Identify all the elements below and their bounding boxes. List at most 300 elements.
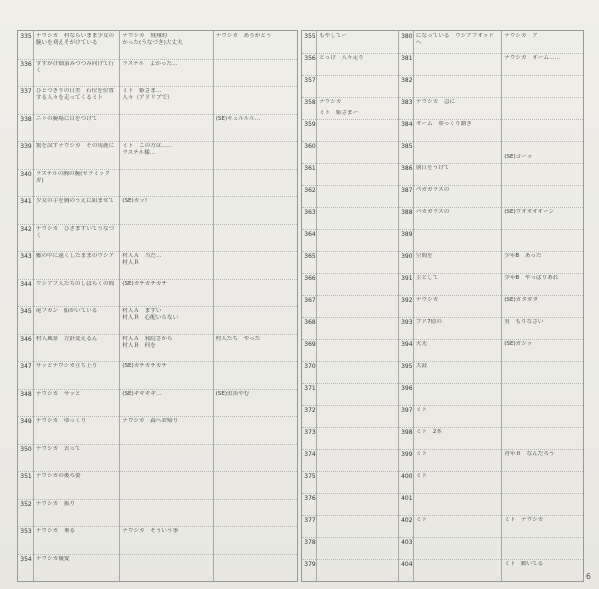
- row-divider: [414, 471, 501, 472]
- cue-number: 339: [20, 143, 32, 150]
- row-divider: [399, 251, 413, 252]
- row-divider: [18, 499, 33, 500]
- row-divider: [214, 306, 297, 307]
- row-divider: [502, 119, 583, 120]
- cue-number: 378: [304, 539, 316, 546]
- script-cell: になっている ウシアブオッドへ: [415, 33, 494, 47]
- row-divider: [502, 383, 583, 384]
- script-cell: [504, 187, 581, 207]
- row-divider: [34, 306, 119, 307]
- script-cell: [216, 418, 295, 444]
- row-divider: [399, 361, 413, 362]
- row-divider: [414, 163, 501, 164]
- dialogue-column-left: [120, 31, 213, 581]
- script-cell-extra: (SE)ゴーッ: [504, 154, 533, 160]
- script-cell: [319, 209, 396, 229]
- script-cell: [504, 495, 581, 515]
- script-cell: [319, 451, 396, 471]
- cue-number: 347: [20, 363, 32, 370]
- row-divider: [502, 559, 583, 560]
- cue-number-column-right: [399, 31, 414, 581]
- row-divider: [414, 185, 501, 186]
- row-divider: [502, 53, 583, 54]
- script-cell: [122, 473, 210, 499]
- row-divider: [214, 279, 297, 280]
- row-divider: [34, 444, 119, 445]
- row-divider: [214, 86, 297, 87]
- row-divider: [502, 471, 583, 472]
- script-cell: 火光: [415, 341, 428, 347]
- script-cell: [319, 77, 396, 97]
- cue-number: 379: [304, 561, 316, 568]
- script-cell: 村人たち やった: [215, 335, 261, 342]
- cue-number: 388: [401, 209, 413, 216]
- cue-number: 335: [20, 33, 32, 40]
- row-divider: [18, 59, 33, 60]
- script-cell: [319, 385, 396, 405]
- cue-number: 381: [401, 55, 413, 62]
- script-cell: [319, 473, 396, 493]
- row-divider: [34, 471, 119, 472]
- script-cell: 村人Ａ 当だ… 村人Ｂ: [122, 253, 162, 267]
- script-cell: ナウシカ 飛翔的 かった(うなづき)大丈夫: [122, 33, 183, 47]
- script-cell: [416, 143, 499, 163]
- cue-number: 355: [304, 33, 316, 40]
- script-cell: ミト: [415, 451, 428, 457]
- script-cell: (SE)カチカチカチ: [122, 280, 168, 287]
- cue-number: 356: [304, 55, 316, 62]
- row-divider: [302, 185, 316, 186]
- row-divider: [18, 554, 33, 555]
- script-cell: 村人風景 方針変えるん: [35, 335, 98, 342]
- script-table-right: [301, 30, 584, 582]
- row-divider: [34, 279, 119, 280]
- script-cell: [319, 319, 396, 339]
- script-cell: 大鼓: [415, 363, 428, 369]
- row-divider: [414, 449, 501, 450]
- script-cell: [319, 297, 396, 317]
- cue-number: 352: [20, 500, 32, 508]
- row-divider: [34, 526, 119, 527]
- script-cell: 驚を試すナウシカ その馬鹿に: [35, 143, 115, 149]
- row-divider: [120, 224, 212, 225]
- script-cell: ラステル よかった…: [122, 60, 178, 67]
- script-cell: ナウシカ: [415, 297, 439, 303]
- script-cell: [216, 556, 295, 582]
- row-divider: [120, 389, 212, 390]
- row-divider: [120, 499, 212, 500]
- script-cell: [319, 517, 396, 537]
- row-divider: [34, 361, 119, 362]
- row-divider: [502, 361, 583, 362]
- cue-number: 389: [401, 231, 413, 238]
- row-divider: [34, 389, 119, 390]
- script-cell: [122, 556, 210, 582]
- row-divider: [414, 493, 501, 494]
- cue-number: 337: [20, 88, 32, 95]
- dialogue-column-right: [502, 31, 583, 581]
- script-cell: [216, 446, 295, 472]
- row-divider: [317, 515, 398, 516]
- row-divider: [18, 361, 33, 362]
- script-cell: ナウシカ サッと: [35, 390, 81, 397]
- script-cell: ナウシカ オーム……: [504, 55, 561, 61]
- row-divider: [502, 97, 583, 98]
- script-cell: [504, 165, 581, 185]
- row-divider: [399, 537, 413, 538]
- cue-number: 340: [20, 170, 32, 178]
- cue-number: 367: [304, 297, 316, 304]
- row-divider: [214, 499, 297, 500]
- row-divider: [414, 405, 501, 406]
- row-divider: [34, 334, 119, 335]
- row-divider: [18, 306, 33, 307]
- row-divider: [399, 449, 413, 450]
- row-divider: [317, 361, 398, 362]
- row-divider: [214, 169, 297, 170]
- row-divider: [302, 449, 316, 450]
- row-divider: [18, 141, 33, 142]
- row-divider: [502, 515, 583, 516]
- row-divider: [214, 141, 297, 142]
- script-cell: すすがけ畑頂みつつみ向けて行く: [35, 60, 115, 74]
- row-divider: [399, 339, 413, 340]
- cue-number: 338: [20, 115, 32, 123]
- row-divider: [399, 207, 413, 208]
- row-divider: [414, 361, 501, 362]
- row-divider: [34, 86, 119, 87]
- row-divider: [502, 75, 583, 76]
- cue-number: 370: [304, 363, 316, 370]
- row-divider: [18, 169, 33, 170]
- cue-number: 351: [20, 473, 32, 480]
- script-cell: [504, 407, 581, 427]
- cue-number: 372: [304, 407, 316, 414]
- cue-number: 394: [401, 341, 413, 348]
- row-divider: [399, 273, 413, 274]
- script-cell: ミト この方は…… ラステル様…: [122, 143, 173, 157]
- script-cell: 少年B あった: [504, 253, 542, 259]
- row-divider: [317, 427, 398, 428]
- row-divider: [18, 224, 33, 225]
- script-table-left: [17, 30, 298, 582]
- row-divider: [502, 449, 583, 450]
- row-divider: [399, 229, 413, 230]
- row-divider: [18, 251, 33, 252]
- script-cell: (SE)カチカチカチ: [122, 363, 168, 369]
- cue-number-column-left: [18, 31, 34, 581]
- row-divider: [302, 273, 316, 274]
- cue-number: 402: [401, 517, 413, 524]
- cue-number: 363: [304, 209, 316, 216]
- row-divider: [120, 306, 212, 307]
- cue-number: 358: [304, 99, 316, 106]
- cue-number: 342: [20, 225, 32, 233]
- script-cell: [319, 121, 396, 141]
- script-cell: [504, 539, 581, 559]
- script-cell: 空間を: [415, 253, 433, 259]
- row-divider: [214, 526, 297, 527]
- row-divider: [399, 515, 413, 516]
- row-divider: [317, 207, 398, 208]
- cue-number: 359: [304, 121, 316, 128]
- row-divider: [302, 229, 316, 230]
- script-cell: ナウシカ ひざまずいてうなづく: [35, 225, 115, 239]
- row-divider: [414, 537, 501, 538]
- row-divider: [302, 119, 316, 120]
- cue-number: 392: [401, 297, 413, 304]
- row-divider: [120, 196, 212, 197]
- row-divider: [317, 185, 398, 186]
- cue-number: 397: [401, 407, 413, 414]
- row-divider: [302, 295, 316, 296]
- script-cell: [319, 253, 396, 273]
- music-column-left: [214, 31, 297, 581]
- row-divider: [502, 537, 583, 538]
- script-cell: [416, 495, 499, 515]
- script-cell: もやしてー: [319, 33, 348, 39]
- row-divider: [414, 251, 501, 252]
- picture-column-left: [34, 31, 120, 581]
- script-cell: ミト 姫さま… 人々（アドリブで）: [122, 88, 173, 102]
- cue-number: 365: [304, 253, 316, 260]
- row-divider: [120, 361, 212, 362]
- row-divider: [317, 295, 398, 296]
- script-cell: [504, 77, 581, 97]
- script-cell: (SE)ウオオオオーン: [504, 209, 555, 215]
- script-cell: 少年B やっぱりあれ: [504, 275, 559, 281]
- row-divider: [399, 559, 413, 560]
- row-divider: [18, 416, 33, 417]
- script-cell: [416, 561, 499, 581]
- script-cell: [319, 407, 396, 427]
- script-cell: [122, 226, 210, 252]
- cue-number: 400: [401, 473, 413, 480]
- row-divider: [120, 251, 212, 252]
- script-cell: ペガガラスの: [415, 187, 450, 193]
- row-divider: [214, 444, 297, 445]
- row-divider: [414, 207, 501, 208]
- row-divider: [302, 97, 316, 98]
- row-divider: [399, 295, 413, 296]
- picture-column-middle: [317, 31, 399, 581]
- script-cell: [216, 473, 295, 499]
- row-divider: [502, 493, 583, 494]
- row-divider: [399, 405, 413, 406]
- cue-number: 350: [20, 445, 32, 453]
- cue-number: 374: [304, 451, 316, 458]
- script-cell: 村人Ａ まずい 村人Ｂ 心配いらない: [122, 308, 179, 322]
- script-cell: [319, 187, 396, 207]
- script-cell: ナウシカ 森へお帰り: [122, 418, 179, 424]
- row-divider: [214, 389, 297, 390]
- script-cell: [216, 61, 295, 87]
- script-cell: ひとつきりの日差 石位を位置する人々を走ってくるミト: [35, 88, 115, 102]
- cue-number: 391: [401, 275, 413, 282]
- script-cell: ナウシカ: [319, 99, 342, 105]
- script-cell: [216, 143, 295, 169]
- row-divider: [317, 383, 398, 384]
- script-cell: 朝日をうけて: [415, 165, 450, 171]
- cue-number: 382: [401, 77, 413, 84]
- script-cell: とっけ 人々走り: [319, 55, 364, 61]
- script-cell: [416, 385, 499, 405]
- row-divider: [317, 493, 398, 494]
- row-divider: [317, 119, 398, 120]
- row-divider: [120, 416, 212, 417]
- script-cell: (SE)虫笛やむ: [215, 390, 250, 397]
- row-divider: [414, 119, 501, 120]
- row-divider: [18, 114, 33, 115]
- row-divider: [214, 416, 297, 417]
- row-divider: [302, 361, 316, 362]
- row-divider: [18, 389, 33, 390]
- cue-number: 387: [401, 187, 413, 194]
- row-divider: [120, 554, 212, 555]
- row-divider: [18, 526, 33, 527]
- script-cell: [216, 171, 295, 197]
- row-divider: [302, 537, 316, 538]
- row-divider: [502, 207, 583, 208]
- script-cell: ナウシカ 村ならいまま少女の腕いを刈えそがけている: [35, 33, 115, 47]
- script-cell: [504, 385, 581, 405]
- script-cell: 尾フカン 船がいている: [35, 308, 98, 314]
- script-cell: [504, 363, 581, 383]
- row-divider: [120, 334, 212, 335]
- script-cell: [416, 539, 499, 559]
- row-divider: [399, 317, 413, 318]
- cue-number: 368: [304, 319, 316, 326]
- script-cell: ラステルの胸の腕(セラミックガ): [35, 170, 111, 184]
- row-divider: [302, 53, 316, 54]
- row-divider: [502, 405, 583, 406]
- row-divider: [302, 515, 316, 516]
- script-cell: [122, 446, 210, 472]
- cue-number: 369: [304, 341, 316, 348]
- row-divider: [502, 163, 583, 164]
- row-divider: [120, 471, 212, 472]
- row-divider: [399, 97, 413, 98]
- row-divider: [414, 383, 501, 384]
- row-divider: [399, 383, 413, 384]
- script-cell: [216, 501, 295, 527]
- row-divider: [34, 196, 119, 197]
- script-cell: ナウシカ 去って: [35, 445, 81, 452]
- cue-number: 390: [401, 253, 413, 260]
- row-divider: [317, 251, 398, 252]
- row-divider: [414, 53, 501, 54]
- script-cell: ナウシカ ありがとう: [215, 33, 272, 39]
- script-cell: [319, 275, 396, 295]
- row-divider: [414, 515, 501, 516]
- row-divider: [214, 361, 297, 362]
- row-divider: [18, 334, 33, 335]
- script-cell: ミト 動いてる: [504, 561, 544, 567]
- row-divider: [18, 471, 33, 472]
- row-divider: [302, 339, 316, 340]
- script-cell: [319, 143, 396, 163]
- cue-number: 343: [20, 253, 32, 260]
- row-divider: [317, 405, 398, 406]
- row-divider: [502, 427, 583, 428]
- cue-number: 360: [304, 143, 316, 150]
- script-cell: [504, 231, 581, 251]
- row-divider: [302, 383, 316, 384]
- cue-number: 380: [401, 33, 413, 40]
- row-divider: [502, 251, 583, 252]
- cue-number: 384: [401, 121, 413, 128]
- cue-number: 353: [20, 528, 32, 535]
- row-divider: [214, 251, 297, 252]
- row-divider: [120, 279, 212, 280]
- script-cell: [504, 99, 581, 119]
- row-divider: [317, 229, 398, 230]
- script-cell: 村人Ａ 邪院さから 村人Ｂ 何を: [122, 335, 173, 349]
- cue-number: 399: [401, 451, 413, 458]
- row-divider: [120, 444, 212, 445]
- script-cell: [416, 77, 499, 97]
- row-divider: [302, 251, 316, 252]
- cue-number-column-middle: [302, 31, 317, 581]
- row-divider: [317, 53, 398, 54]
- script-cell: ナウシカ優愛: [35, 555, 70, 562]
- row-divider: [502, 229, 583, 230]
- script-cell: [216, 363, 295, 389]
- script-cell: [319, 495, 396, 515]
- row-divider: [414, 427, 501, 428]
- cue-number: 398: [401, 429, 413, 436]
- cue-number: 403: [401, 539, 413, 546]
- cue-number: 375: [304, 473, 316, 480]
- row-divider: [399, 119, 413, 120]
- row-divider: [399, 493, 413, 494]
- script-cell: [319, 341, 396, 361]
- row-divider: [317, 339, 398, 340]
- cue-number: 366: [304, 275, 316, 282]
- row-divider: [302, 493, 316, 494]
- script-cell: ウシアブ人たちのしばらくの間: [35, 280, 115, 287]
- script-cell: 少女の手を胸のうえに組ませて: [35, 198, 115, 204]
- row-divider: [120, 59, 212, 60]
- script-cell: ナウシカ ア: [504, 33, 538, 39]
- script-cell: (SE)ガタガタ: [504, 297, 539, 303]
- row-divider: [414, 317, 501, 318]
- picture-column-right: [414, 31, 502, 581]
- cue-number: 401: [401, 495, 413, 502]
- row-divider: [414, 141, 501, 142]
- cue-number: 361: [304, 165, 316, 172]
- row-divider: [414, 295, 501, 296]
- row-divider: [317, 559, 398, 560]
- row-divider: [414, 75, 501, 76]
- script-cell: パカガラスの: [415, 209, 450, 215]
- script-cell: ブド7億の: [415, 319, 442, 325]
- script-cell: 青年Ｂ なんだろう: [504, 451, 555, 457]
- script-cell: [216, 88, 295, 114]
- row-divider: [34, 59, 119, 60]
- cue-number: 395: [401, 363, 413, 370]
- script-cell: サッとナウシカ立ち上り: [35, 363, 98, 369]
- row-divider: [120, 526, 212, 527]
- row-divider: [317, 471, 398, 472]
- row-divider: [302, 317, 316, 318]
- row-divider: [399, 163, 413, 164]
- script-cell: [216, 308, 295, 334]
- script-cell: ミト: [415, 517, 428, 523]
- row-divider: [317, 141, 398, 142]
- script-cell: ミト 2本: [415, 429, 442, 435]
- row-divider: [414, 559, 501, 560]
